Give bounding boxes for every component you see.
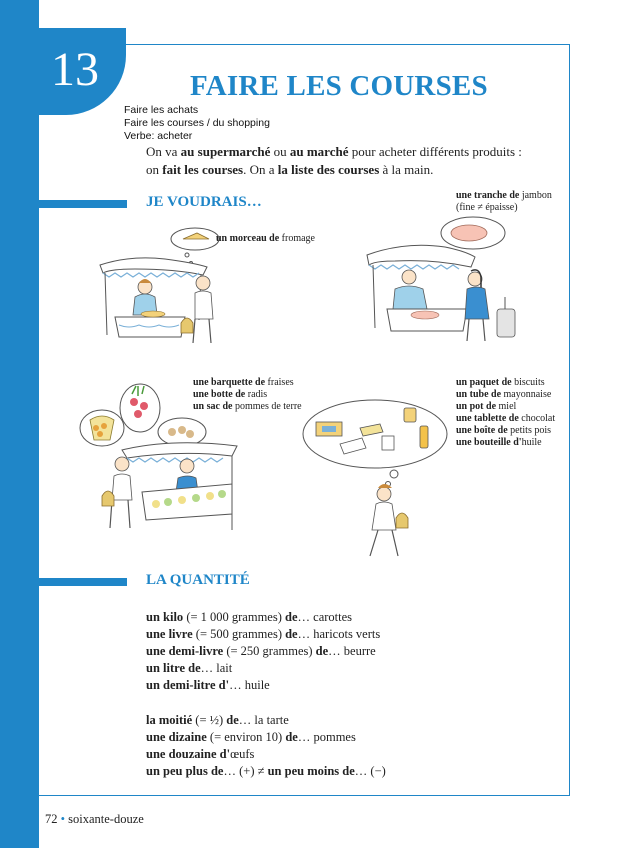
text: radis (245, 389, 268, 400)
text: (= 1 000 grammes) (183, 610, 286, 624)
bold-text: de (315, 644, 329, 658)
text: (fine ≠ épaisse) (456, 202, 518, 213)
text: à la main. (379, 162, 434, 177)
quantity-line-1 (146, 610, 352, 625)
label-line (456, 190, 552, 202)
bold-text: fait les courses (162, 162, 244, 177)
page-footer (45, 812, 144, 827)
label-line (456, 425, 555, 437)
text: (= ½) (192, 713, 227, 727)
bold-text: de (285, 627, 298, 641)
bold-text: une boîte de (456, 425, 508, 436)
intro-line-2 (146, 162, 433, 178)
quantity-line-9 (146, 764, 386, 779)
bold-text: au marché (289, 144, 349, 159)
section-title-voudrais: JE VOUDRAIS… (146, 194, 262, 210)
text: … (+) ≠ (223, 764, 268, 778)
section-bar-quantite (39, 578, 127, 586)
text: mayonnaise (501, 389, 552, 400)
subtitle-2: Faire les courses / du shopping (124, 117, 270, 129)
text: (= environ 10) (206, 730, 286, 744)
bold-text: la liste des courses (277, 162, 380, 177)
bold-text: de (285, 730, 298, 744)
bold-text: de (226, 713, 239, 727)
label-line (456, 377, 555, 389)
text: … la tarte (238, 713, 289, 727)
cheese-stall-illustration (95, 225, 235, 350)
text: … (−) (354, 764, 386, 778)
section-title-quantite: LA QUANTITÉ (146, 572, 250, 588)
bold-text: au supermarché (180, 144, 271, 159)
text: on (146, 162, 163, 177)
text: jambon (519, 190, 552, 201)
label-jambon (456, 190, 552, 214)
ham-stall-illustration (365, 213, 530, 348)
text: … haricots verts (297, 627, 381, 641)
quantity-line-5 (146, 678, 270, 693)
text: On va (146, 144, 181, 159)
text: … lait (200, 661, 233, 675)
bold-text: un sac de (193, 401, 233, 412)
bold-text: une demi-livre (146, 644, 224, 658)
text: (= 500 grammes) (192, 627, 286, 641)
grocery-dream-illustration (300, 398, 455, 563)
bold-text: un morceau de (216, 233, 280, 244)
bold-text: un peu plus de (146, 764, 224, 778)
text: … carottes (297, 610, 353, 624)
bold-text: la moitié (146, 713, 193, 727)
section-bar-voudrais (39, 200, 127, 208)
text: (= 250 grammes) (223, 644, 316, 658)
text: … pommes (297, 730, 356, 744)
text: … huile (229, 678, 270, 692)
bold-text: un litre de (146, 661, 201, 675)
bold-text: un tube de (456, 389, 502, 400)
bold-text: un pot de (456, 401, 497, 412)
subtitle-3: Verbe: acheter (124, 130, 193, 142)
text: œufs (230, 747, 255, 761)
text: chocolat (518, 413, 556, 424)
text: fraises (265, 377, 294, 388)
bold-text: une bouteille d' (456, 437, 522, 448)
label-line (456, 389, 555, 401)
text: miel (496, 401, 517, 412)
bullet-icon: • (60, 812, 66, 826)
text: pour acheter différents produits : (348, 144, 522, 159)
text: ou (270, 144, 290, 159)
page-number: 72 (45, 812, 58, 826)
text: pommes de terre (232, 401, 302, 412)
quantity-line-3 (146, 644, 376, 659)
chapter-number: 13 (51, 43, 99, 96)
produce-stall-illustration (72, 380, 247, 540)
bold-text: de (285, 610, 298, 624)
text: huile (521, 437, 542, 448)
quantity-line-4 (146, 661, 232, 676)
subtitle-1: Faire les achats (124, 104, 199, 116)
label-biscuits (456, 377, 555, 449)
text: petits pois (507, 425, 552, 436)
text: … beurre (328, 644, 376, 658)
quantity-line-8 (146, 747, 254, 762)
bold-text: une barquette de (193, 377, 266, 388)
bold-text: une tranche de (456, 190, 520, 201)
bold-text: un kilo (146, 610, 184, 624)
quantity-line-6 (146, 713, 289, 728)
bold-text: une dizaine (146, 730, 207, 744)
bold-text: un demi-litre d' (146, 678, 230, 692)
bold-text: un paquet de (456, 377, 512, 388)
bold-text: un peu moins de (267, 764, 355, 778)
bold-text: une tablette de (456, 413, 519, 424)
page-sidebar-band (0, 0, 39, 848)
label-line (456, 401, 555, 413)
text: biscuits (511, 377, 545, 388)
label-line (456, 413, 555, 425)
intro-line-1 (146, 144, 522, 160)
bold-text: une botte de (193, 389, 246, 400)
bold-text: une livre (146, 627, 193, 641)
text: fromage (279, 233, 315, 244)
bold-text: une douzaine d' (146, 747, 231, 761)
text: . On a (243, 162, 278, 177)
label-line (456, 437, 555, 449)
page-title: FAIRE LES COURSES (190, 70, 488, 102)
quantity-line-7 (146, 730, 356, 745)
page-number-words: soixante-douze (68, 812, 144, 826)
quantity-line-2 (146, 627, 380, 642)
